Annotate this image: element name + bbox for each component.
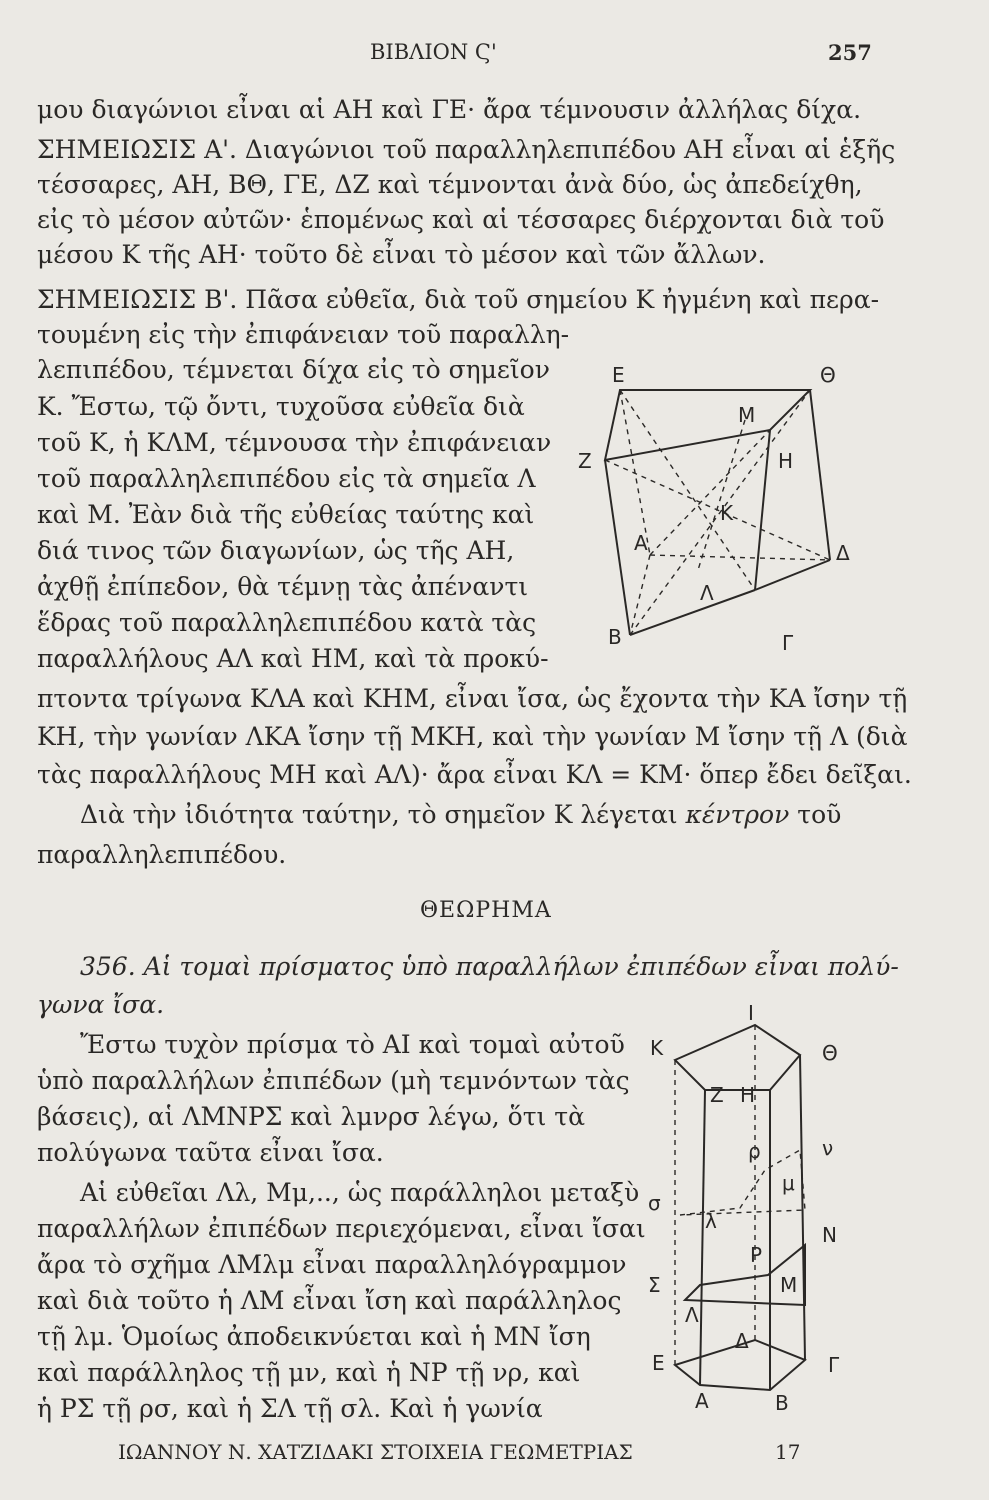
text-line: ΣΗΜΕΙΩΣΙΣ Α'. Διαγώνιοι τοῦ παραλληλεπιπέδου ΑΗ εἶναι αἱ ἑξῆς	[37, 135, 896, 164]
diagonal	[620, 390, 755, 590]
label: Η	[740, 1083, 756, 1107]
text-line: ἡ ΡΣ τῇ ρσ, καὶ ἡ ΣΛ τῇ σλ. Καὶ ἡ γωνία	[37, 1394, 543, 1423]
label: Β	[775, 1391, 789, 1415]
label: Δ	[836, 541, 850, 565]
label: Λ	[700, 581, 714, 605]
label: σ	[648, 1191, 661, 1215]
text-line: Κ. Ἔστω, τῷ ὄντι, τυχοῦσα εὐθεῖα διὰ	[37, 392, 525, 421]
label: Ρ	[750, 1243, 763, 1267]
text-line: τοῦ Κ, ἡ ΚΛΜ, τέμνουσα τὴν ἐπιφάνειαν	[37, 428, 552, 457]
label: Μ	[738, 403, 756, 427]
edge	[700, 1090, 705, 1385]
text-line: καὶ παράλληλος τῇ μν, καὶ ἡ ΝΡ τῇ νρ, καὶ	[37, 1358, 581, 1387]
text-line	[80, 800, 841, 830]
hidden-edge	[650, 555, 830, 560]
theorem-heading: ΘΕΩΡΗΜΑ	[420, 898, 552, 923]
text-line: τουμένη εἰς τὴν ἐπιφάνειαν τοῦ παραλλη-	[37, 320, 570, 349]
text-fragment: τοῦ	[797, 800, 842, 829]
edge	[605, 460, 630, 635]
text-line: Ἔστω τυχὸν πρίσμα τὸ ΑΙ καὶ τομαὶ αὐτοῦ	[80, 1030, 625, 1059]
label: Ε	[612, 363, 625, 387]
label: Ζ	[578, 449, 592, 473]
label: Ε	[652, 1351, 665, 1375]
text-line: Αἱ εὐθεῖαι Λλ, Μμ,.., ὡς παράλληλοι μεταξὺ	[80, 1178, 640, 1207]
text-line: λεπιπέδου, τέμνεται δίχα εἰς τὸ σημεῖον	[37, 355, 550, 384]
text-line: μου διαγώνιοι εἶναι αἱ ΑΗ καὶ ΓΕ· ἄρα τέμνουσιν ἀλλήλας δίχα.	[37, 95, 862, 124]
text-line: παραλλήλων ἐπιπέδων περιεχόμεναι, εἶναι ἴσαι	[37, 1214, 646, 1243]
page-number: 257	[828, 40, 872, 65]
label: Κ	[650, 1036, 664, 1060]
theorem-number: 356.	[80, 952, 136, 981]
label: ν	[822, 1136, 834, 1160]
text-line: εἰς τὸ μέσον αὐτῶν· ἑπομένως καὶ αἱ τέσσαρες διέρχονται διὰ τοῦ	[37, 205, 885, 234]
label: Κ	[720, 501, 734, 525]
text-line: παραλλήλους ΑΛ καὶ ΗΜ, καὶ τὰ προκύ-	[37, 644, 549, 673]
edge	[755, 560, 830, 590]
label: Ι	[748, 1001, 754, 1025]
label: Γ	[782, 631, 794, 655]
edge	[630, 590, 755, 635]
label: Ν	[822, 1223, 837, 1247]
label: Σ	[648, 1273, 661, 1297]
label: Ζ	[710, 1083, 724, 1107]
text-line: ΣΗΜΕΙΩΣΙΣ Β'. Πᾶσα εὐθεῖα, διὰ τοῦ σημείου Κ ἠγμένη καὶ περα-	[37, 285, 880, 314]
label: μ	[782, 1171, 795, 1195]
text-line: μέσου Κ τῆς ΑΗ· τοῦτο δὲ εἶναι τὸ μέσον καὶ τῶν ἄλλων.	[37, 240, 766, 269]
top-face	[675, 1025, 800, 1090]
italic-term: κέντρον	[685, 800, 790, 829]
label: ρ	[748, 1139, 761, 1163]
theorem-statement-cont: γωνα ἴσα.	[37, 990, 165, 1019]
text-line: καὶ Μ. Ἐὰν διὰ τῆς εὐθείας ταύτης καὶ	[37, 500, 535, 529]
text-line: παραλληλεπιπέδου.	[37, 840, 287, 869]
label: Θ	[822, 1041, 838, 1065]
label: Η	[778, 449, 794, 473]
text-line: πτοντα τρίγωνα ΚΛΑ καὶ ΚΗΜ, εἶναι ἴσα, ὡς ἔχοντα τὴν ΚΑ ἴσην τῇ	[37, 684, 908, 713]
text-line: τῇ λμ. Ὁμοίως ἀποδεικνύεται καὶ ἡ ΜΝ ἴση	[37, 1322, 591, 1351]
label: Μ	[780, 1273, 798, 1297]
label: Λ	[685, 1303, 699, 1327]
label: Α	[634, 531, 648, 555]
text-line: τέσσαρες, ΑΗ, ΒΘ, ΓΕ, ΔΖ καὶ τέμνονται ἀνὰ δύο, ὡς ἀπεδείχθη,	[37, 170, 863, 199]
text-line: διά τινος τῶν διαγωνίων, ὡς τῆς ΑΗ,	[37, 536, 515, 565]
theorem-statement	[80, 952, 899, 982]
theorem-text: Αἱ τομαὶ πρίσματος ὑπὸ παραλλήλων ἐπιπέδων εἶναι πολύ-	[143, 952, 899, 981]
text-line: ΚΗ, τὴν γωνίαν ΛΚΑ ἴσην τῇ ΜΚΗ, καὶ τὴν γωνίαν Μ ἴσην τῇ Λ (διὰ	[37, 722, 908, 751]
parallelepiped-figure	[570, 360, 870, 660]
text-line: ἄρα τὸ σχῆμα ΛΜλμ εἶναι παραλληλόγραμμον	[37, 1250, 627, 1279]
text-line: καὶ διὰ τοῦτο ἡ ΛΜ εἶναι ἴση καὶ παράλληλος	[37, 1286, 622, 1315]
running-header-title: ΒΙΒΛΙΟΝ Ϛ'	[370, 40, 497, 64]
label: Β	[608, 625, 622, 649]
label: Θ	[820, 363, 836, 387]
text-line: πολύγωνα ταῦτα εἶναι ἴσα.	[37, 1138, 384, 1167]
footer-signature-number: 17	[775, 1440, 801, 1464]
text-line: ἀχθῇ ἐπίπεδον, θὰ τέμνῃ τὰς ἀπέναντι	[37, 572, 529, 601]
label: λ	[705, 1209, 717, 1233]
prism-figure	[640, 1001, 870, 1430]
text-line: τοῦ παραλληλεπιπέδου εἰς τὰ σημεῖα Λ	[37, 464, 536, 493]
label: Δ	[735, 1329, 749, 1353]
text-line: βάσεις), αἱ ΛΜΝΡΣ καὶ λμνρσ λέγω, ὅτι τὰ	[37, 1102, 586, 1131]
text-line: ἕδρας τοῦ παραλληλεπιπέδου κατὰ τὰς	[37, 608, 537, 637]
hidden-edge	[630, 555, 650, 635]
text-line: τὰς παραλλήλους ΜΗ καὶ ΑΛ)· ἄρα εἶναι ΚΛ = ΚΜ· ὅπερ ἔδει δεῖξαι.	[37, 760, 912, 789]
text-line: ὑπὸ παραλλήλων ἐπιπέδων (μὴ τεμνόντων τὰς	[37, 1066, 630, 1095]
text-fragment: Διὰ τὴν ἰδιότητα ταύτην, τὸ σημεῖον Κ λέγεται	[80, 800, 678, 829]
edge	[810, 390, 830, 560]
label: Α	[695, 1389, 709, 1413]
footer-book-title: ΙΩΑΝΝΟΥ Ν. ΧΑΤΖΙΔΑΚΙ ΣΤΟΙΧΕΙΑ ΓΕΩΜΕΤΡΙΑΣ	[118, 1440, 633, 1464]
label: Γ	[828, 1353, 840, 1377]
